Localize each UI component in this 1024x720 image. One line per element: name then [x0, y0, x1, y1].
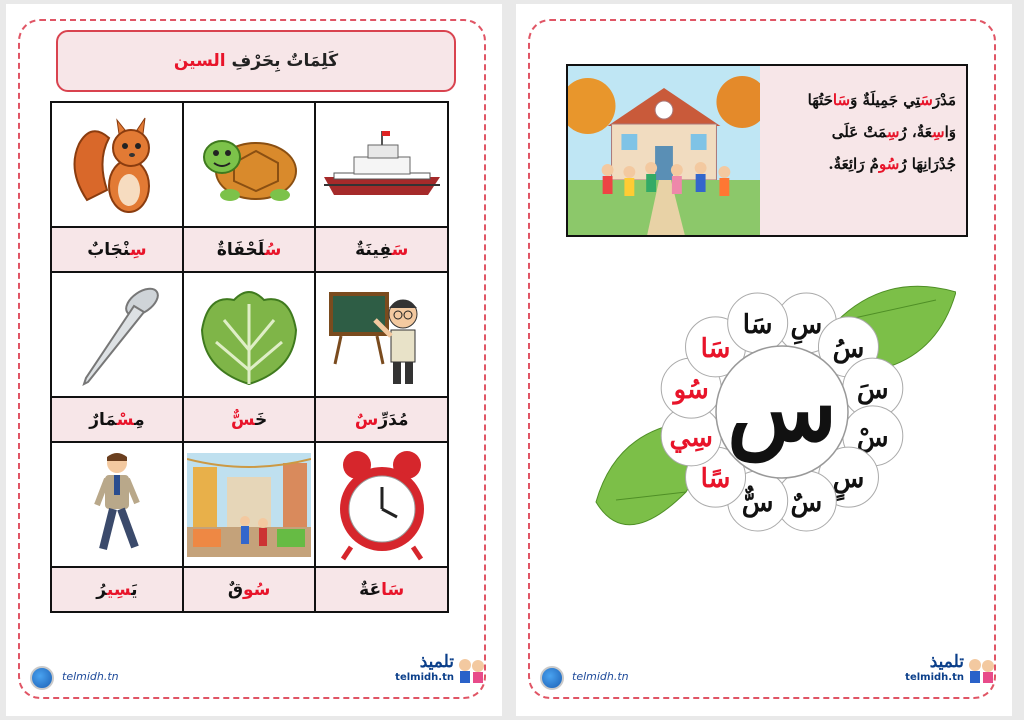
words-grid	[50, 101, 449, 613]
image-cell	[315, 272, 448, 397]
story-line: جُدْرَانِهَا رُسُومٌ رَائِعَةٌ.	[828, 155, 956, 173]
petal-syllable: سُ	[832, 333, 865, 364]
image-cell	[183, 272, 316, 397]
brand-english: telmidh.tn	[905, 672, 964, 683]
globe-icon	[540, 666, 564, 690]
petal-syllable: سًا	[700, 464, 731, 495]
left-page	[6, 4, 502, 716]
petal-syllable: سَا	[742, 310, 773, 341]
walking-man-icon	[77, 449, 157, 561]
title-prefix: كَلِمَاتٌ بِحَرْفِ	[231, 51, 339, 71]
image-cell	[51, 272, 183, 397]
brand-arabic: تلميذ	[929, 652, 964, 672]
teacher-icon	[327, 280, 437, 390]
brand-logo	[905, 652, 964, 683]
image-cell	[183, 102, 316, 227]
word-cell: يَسِيرُ	[51, 567, 183, 612]
lettuce-icon	[194, 280, 304, 390]
word-cell: سَفِينَةٌ	[315, 227, 448, 272]
story-panel	[566, 64, 968, 237]
petal-syllable: سٌ	[790, 487, 823, 518]
site-link[interactable]: telmidh.tn	[62, 670, 119, 683]
clock-icon	[327, 447, 437, 563]
image-cell	[315, 102, 448, 227]
word-cell: سِنْجَابٌ	[51, 227, 183, 272]
letter-flower	[586, 262, 956, 552]
story-line: مَدْرَسَتِي جَمِيلَةٌ وَسَاحَتُهَا	[807, 91, 956, 109]
petal-syllable: سٍ	[832, 464, 865, 495]
kids-logo-icon	[966, 656, 996, 686]
petal-syllable: سْ	[856, 422, 889, 453]
word-cell: سَاعَةٌ	[315, 567, 448, 612]
image-cell	[51, 442, 183, 567]
word-cell: مُدَرِّسٌ	[315, 397, 448, 442]
petal-syllable: سُو	[673, 375, 709, 406]
center-letter: س	[727, 356, 837, 462]
nail-icon	[62, 280, 172, 390]
squirrel-icon	[67, 110, 167, 220]
word-cell: سُوقٌ	[183, 567, 316, 612]
school-illustration	[568, 66, 762, 235]
page-title	[56, 30, 456, 92]
globe-icon	[30, 666, 54, 690]
story-line: وَاسِعَةٌ، رُسِمَتْ عَلَى	[831, 123, 956, 141]
word-cell: سُلَحْفَاةٌ	[183, 227, 316, 272]
petal-syllable: سَا	[700, 333, 731, 364]
market-icon	[187, 453, 311, 557]
turtle-icon	[194, 123, 304, 207]
petal-syllable: سَ	[856, 375, 889, 406]
brand-logo	[395, 652, 454, 683]
kids-logo-icon	[456, 656, 486, 686]
ship-icon	[320, 125, 444, 205]
site-link[interactable]: telmidh.tn	[572, 670, 629, 683]
story-text	[760, 66, 966, 235]
word-cell: خَسٌّ	[183, 397, 316, 442]
brand-english: telmidh.tn	[395, 672, 454, 683]
title-highlight: السين	[173, 51, 226, 71]
petal-syllable: سِ	[790, 310, 823, 341]
petal-syllable: سِي	[669, 422, 713, 453]
right-page	[516, 4, 1012, 716]
image-cell	[183, 442, 316, 567]
petal-syllable: سٌّ	[741, 487, 774, 518]
brand-arabic: تلميذ	[419, 652, 454, 672]
word-cell: مِسْمَارٌ	[51, 397, 183, 442]
image-cell	[51, 102, 183, 227]
image-cell	[315, 442, 448, 567]
